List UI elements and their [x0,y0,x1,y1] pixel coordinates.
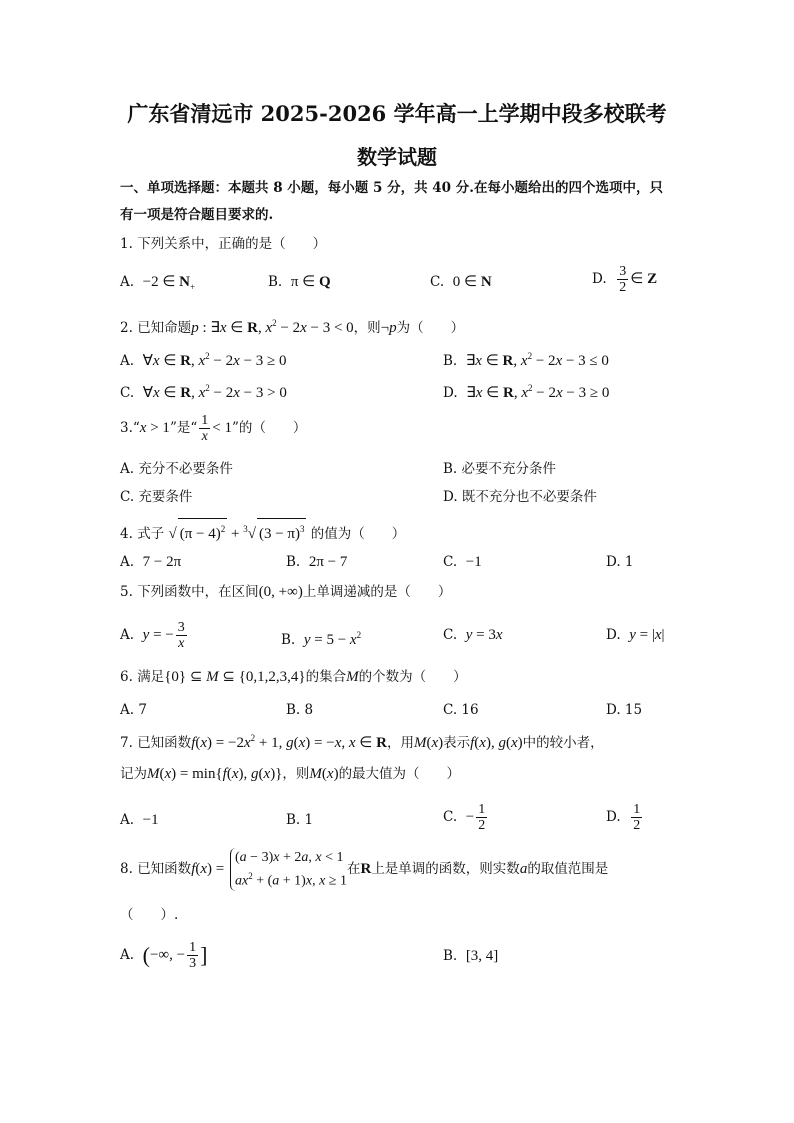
q2-option-b: B. ∃x ∈ R, $x^2 - 2x - 3 \le 0$ [443,351,609,369]
q1-option-a: A. −2 ∈ $N_+$ [120,274,196,292]
q2-option-c: C. ∀x ∈ R, $x^2 - 2x - 3 > 0$ [120,383,287,401]
q3-option-a: A. 充分不必要条件 [120,461,233,477]
q4-option-a: A. 7 − 2π [120,554,182,570]
q5-option-b: B. $y = 5 - x^2$ [281,630,362,648]
q4-option-c: C. −1 [443,554,482,570]
q6-option-d: D. 15 [606,702,643,718]
q8-option-b: B. [3, 4] [443,948,499,964]
q7-option-b: B. 1 [286,812,314,828]
page-title: 广东省清远市 2025-2026 学年高一上学期中段多校联考 [127,101,667,126]
question-7-line2: 记为M(x) = min{f(x), g(x)}，则M(x)的最大值为（ ） [120,766,461,782]
q2-option-d: D. ∃x ∈ R, $x^2 - 2x - 3 \ge 0$ [443,383,610,401]
q5-option-d: D. y = |x| [606,627,665,643]
question-1: 1. 下列关系中，正确的是（ ） [120,236,327,252]
q3-option-c: C. 充要条件 [120,489,193,505]
q1-option-c: C. 0 ∈ N [430,274,492,290]
q5-option-c: C. y = 3x [443,627,503,643]
q4-option-b: B. 2π − 7 [286,554,348,570]
q6-option-c: C. 16 [443,702,479,718]
q4-option-d: D. 1 [606,554,634,570]
question-7: 7. 已知函数$f(x) = -2x^2 + 1$, g(x) = −x, x ∈ R，用M(x)表示f(x), g(x)中的较小者， [120,733,604,751]
question-2: 2. 已知命题p : ∃x ∈ R, $x^2 - 2x - 3 < 0$，则¬p为（ ） [120,318,465,336]
q7-option-c: C. − $\frac{1}{2}$ [443,802,486,833]
q7-option-d: D. $\frac{1}{2}$ [606,802,641,833]
q8-option-a: A. (−∞, − $\frac{1}{3}$ ] [120,940,208,971]
q6-option-a: A. 7 [120,702,147,718]
q6-option-b: B. 8 [286,702,314,718]
question-5: 5. 下列函数中，在区间(0, +∞)上单调递减的是（ ） [120,584,452,600]
question-8-line2: （ ）. [120,907,179,923]
q7-option-a: A. −1 [120,812,159,828]
q3-option-d: D. 既不充分也不必要条件 [443,489,597,505]
question-3: 3.“x > 1”是“ $\frac{1}{x}$ < 1”的（ ） [120,413,307,444]
question-6: 6. 满足{0} ⊆ M ⊆ {0,1,2,3,4}的集合M的个数为（ ） [120,669,467,685]
q5-option-a: A. y = − $\frac{3}{x}$ [120,620,185,651]
question-4: 4. 式子 √ $(\pi - 4)^2 + ^3√$ $(3 - \pi)^3$ 的值为（ ） [120,518,405,544]
page-subtitle: 数学试题 [357,145,437,169]
q3-option-b: B. 必要不充分条件 [443,461,557,477]
section-heading: 一、单项选择题：本题共 8 小题，每小题 5 分，共 40 分.在每小题给出的四个选项中，只 有一项是符合题目要求的. [120,180,663,223]
question-8: 8. 已知函数f(x) = (a − 3)x + 2a, x < 1 $ax^2 + (a + 1)x$, x ≥ 1 在R上是单调的函数，则实数a的取值范围是 [120,850,609,889]
q2-option-a: A. ∀x ∈ R, $x^2 - 2x - 3 \ge 0$ [120,351,287,369]
q1-option-b: B. π ∈ Q [268,274,331,290]
q1-option-d: D. $\frac{3}{2}$ ∈ Z [592,264,658,295]
